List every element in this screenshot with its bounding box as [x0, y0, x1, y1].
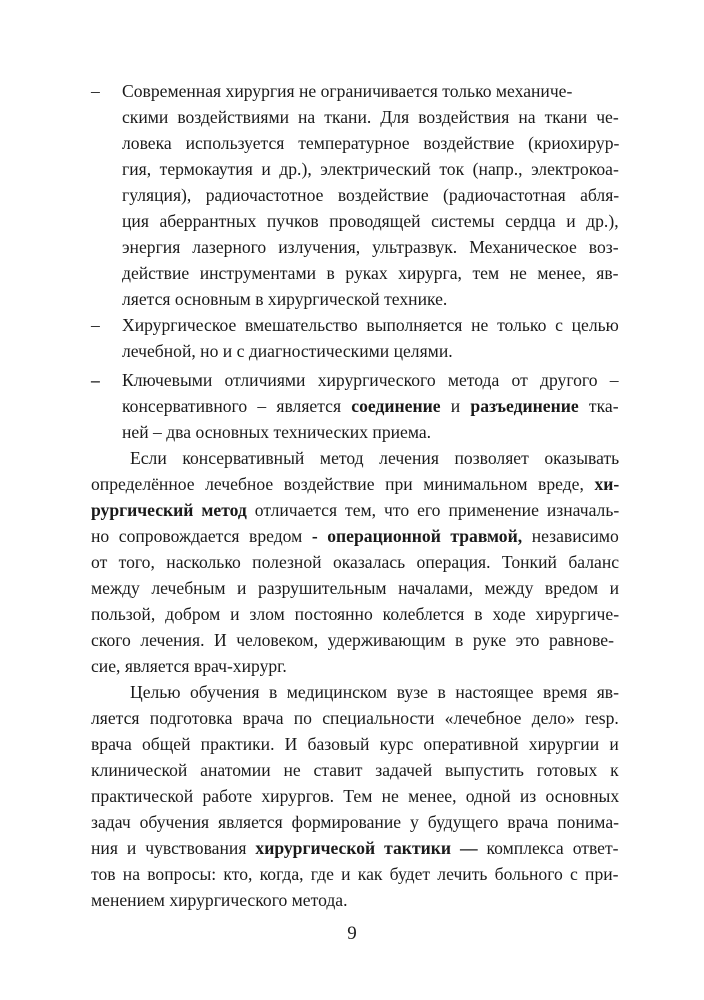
- paragraph-1-line-8: ского лечения. И человеком, удерживающим в руке это равнове-: [91, 630, 614, 650]
- bullet-1-line-6: ция аберрантных пучков проводящей системы сердца и др.),: [122, 211, 619, 231]
- paragraph-2-line-6: задач обучения является формирование у будущего врача понима-: [91, 812, 619, 832]
- bullet-1-line-1: Современная хирургия не ограничивается только механиче-: [122, 81, 573, 101]
- bullet-1-line-7: энергия лазерного излучения, ультразвук. Механическое воз-: [122, 237, 619, 257]
- bullet-1-line-9: ляется основным в хирургической технике.: [122, 289, 448, 309]
- paragraph-2-line-1: Целью обучения в медицинском вузе в настоящее время яв-: [130, 682, 619, 702]
- bullet-1-line-4: гия, термокаутия и др.), электрический ток (напр., электрокоа-: [122, 159, 619, 179]
- text-span: ния и чувствования: [91, 838, 256, 858]
- paragraph-2-line-7: [91, 835, 619, 861]
- bullet-dash: –: [91, 81, 100, 101]
- paragraph-2-line-9: менением хирургического метода.: [91, 890, 348, 910]
- paragraph-2-line-3: врача общей практики. И базовый курс оперативной хирургии и: [91, 734, 619, 754]
- paragraph-2-line-2: ляется подготовка врача по специальности «лечебное дело» resp.: [91, 708, 619, 728]
- bullet-1-line-5: гуляция), радиочастотное воздействие (радиочастотная абля-: [122, 185, 620, 205]
- bullet-2-line-2: лечебной, но и с диагностическими целями.: [122, 341, 453, 361]
- text-span: но сопровождается вредом: [91, 526, 312, 546]
- paragraph-2-line-8: тов на вопросы: кто, когда, где и как будет лечить больного с при-: [91, 864, 619, 884]
- text-span: определённое лечебное воздействие при минимальном вреде,: [91, 474, 595, 494]
- paragraph-2-line-5: практической работе хирургов. Тем не менее, одной из основных: [91, 786, 620, 806]
- paragraph-1-line-1: Если консервативный метод лечения позволяет оказывать: [130, 448, 620, 468]
- paragraph-1-line-3: [91, 497, 619, 523]
- bold-term: рургический метод: [91, 500, 247, 520]
- text-span: отличается тем, что его применение изначаль-: [246, 500, 620, 520]
- paragraph-1-line-6: между лечебным и разрушительным началами, между вредом и: [91, 578, 620, 598]
- bold-term: соединение: [351, 396, 441, 416]
- text-span: тка-: [578, 396, 619, 416]
- page-number: 9: [347, 923, 357, 944]
- bullet-2-line-1: Хирургическое вмешательство выполняется не только с целью: [122, 315, 619, 335]
- text-span: и: [440, 396, 471, 416]
- bold-term: хи-: [594, 474, 620, 494]
- bold-term: хирургической тактики —: [255, 838, 478, 858]
- paragraph-1-line-4: [91, 523, 619, 549]
- bold-term: - операционной травмой,: [311, 526, 523, 546]
- paragraph-2-line-4: клинической анатомии не ставит задачей выпустить готовых к: [91, 760, 619, 780]
- paragraph-1-line-5: от того, насколько полезной оказалась операция. Тонкий баланс: [91, 552, 620, 572]
- text-span: независимо: [522, 526, 619, 546]
- bullet-3-line-3: ней – два основных технических приема.: [122, 422, 432, 442]
- paragraph-1-line-7: пользой, добром и злом постоянно колеблется в ходе хирургиче-: [91, 604, 620, 624]
- bullet-3-line-2: [122, 393, 619, 419]
- bullet-1-line-2: скими воздействиями на ткани. Для воздействия на ткани че-: [122, 107, 619, 127]
- bullet-1-line-3: ловека используется температурное воздействие (криохирур-: [122, 133, 620, 153]
- bold-term: разъединение: [470, 396, 579, 416]
- bullet-dash: –: [91, 370, 100, 390]
- paragraph-1-line-9: сие, является врач-хирург.: [91, 656, 287, 676]
- bullet-1-line-8: действие инструментами в руках хирурга, тем не менее, яв-: [122, 263, 619, 283]
- text-span: комплекса ответ-: [477, 838, 619, 858]
- paragraph-1-line-2: [91, 471, 619, 497]
- text-span: консервативного – является: [122, 396, 352, 416]
- bullet-3-line-1: Ключевыми отличиями хирургического метода от другого –: [122, 370, 619, 390]
- bullet-dash: –: [91, 315, 100, 335]
